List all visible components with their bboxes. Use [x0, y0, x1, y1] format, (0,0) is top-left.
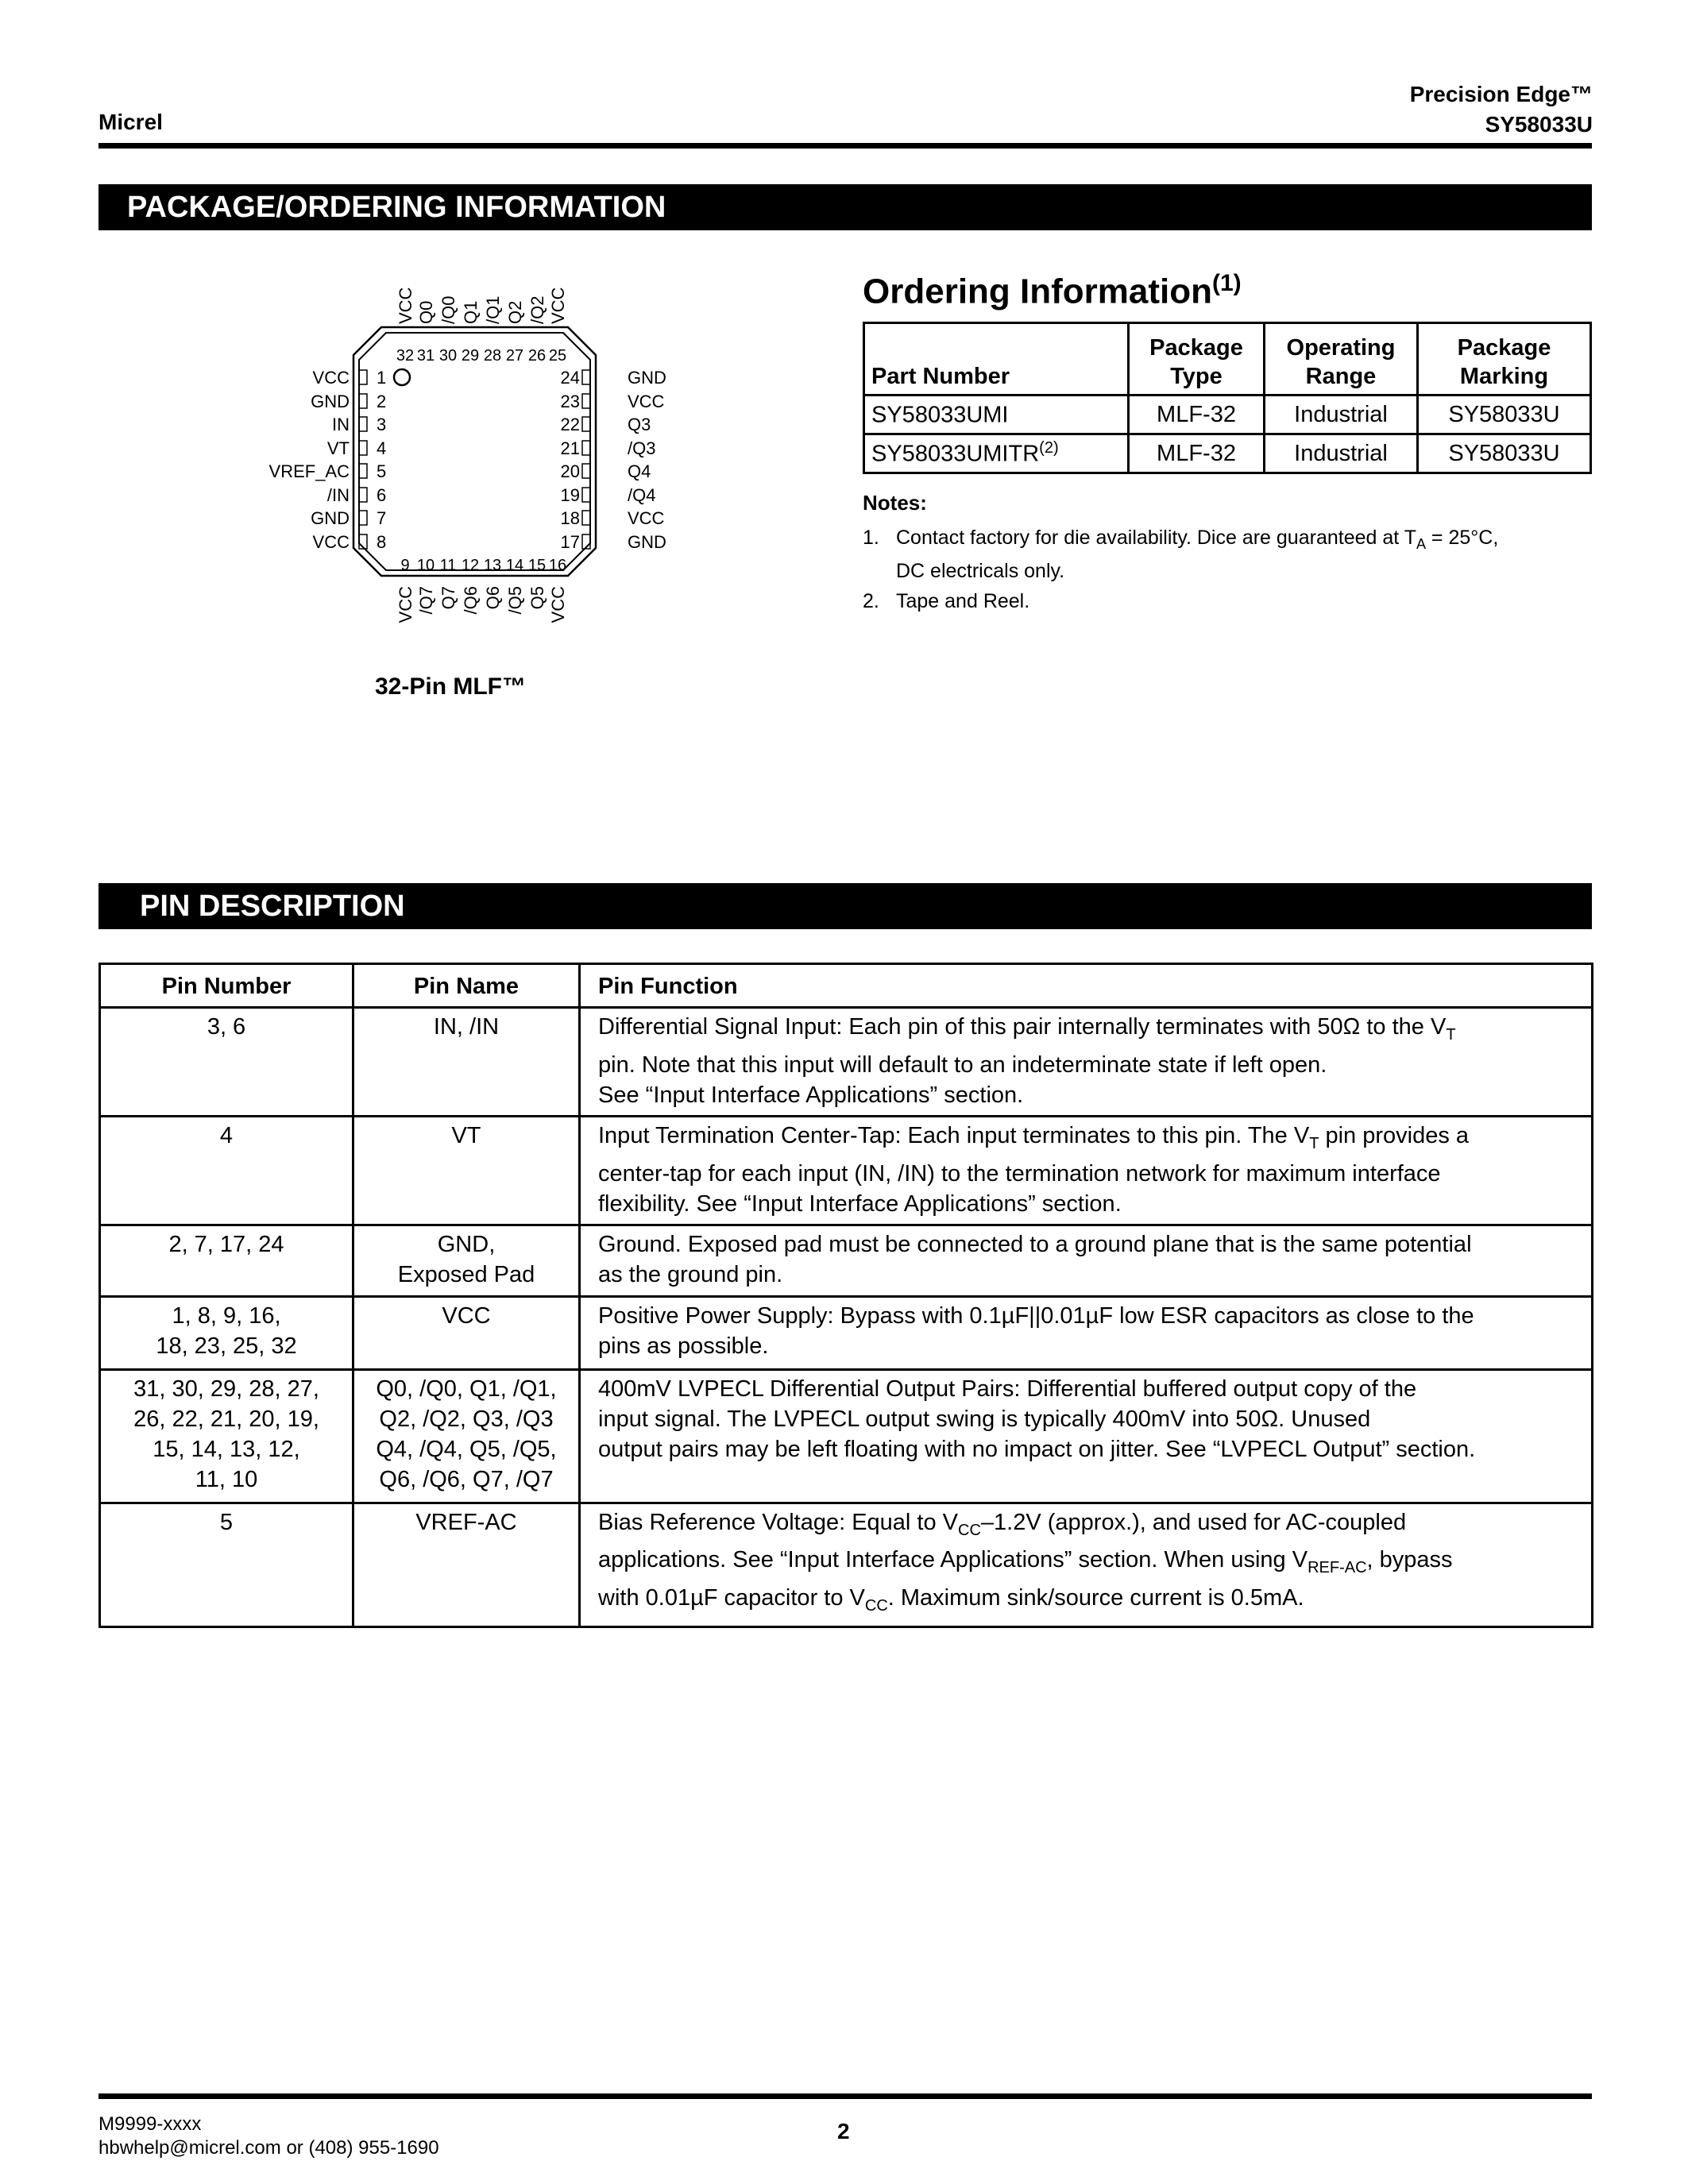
bottom-pin-label: Q6: [483, 586, 503, 610]
ordering-part-text: SY58033UMITR: [871, 441, 1040, 467]
pin-row: [100, 1225, 1593, 1296]
pin-number-cell: [100, 1225, 353, 1296]
pin-number-line: 18, 23, 25, 32: [156, 1333, 297, 1359]
bottom-pin-number: 15: [527, 557, 547, 574]
top-pin-number: 28: [483, 347, 502, 365]
top-pin-number: 29: [461, 347, 480, 365]
package-caption: 32-Pin MLF™: [375, 673, 527, 700]
right-pin-number: 17: [560, 532, 580, 552]
col-pin-number: Pin Number: [100, 964, 353, 1008]
pin-name-cell: [353, 1225, 580, 1296]
col-operating-range: [1265, 323, 1418, 396]
pin-function-cell: [580, 1225, 1593, 1296]
pin-header-row: [100, 964, 1593, 1008]
pin-number-line: 11, 10: [195, 1466, 258, 1492]
top-pin-label: Q1: [461, 300, 481, 324]
ordering-marking: SY58033U: [1418, 434, 1591, 473]
left-pin-label: GND: [311, 508, 350, 528]
col-package-type-1: Package: [1149, 335, 1243, 361]
right-pin-label: Q3: [628, 415, 651, 434]
note-item: [863, 524, 1651, 585]
pin-function-text: –1.2V (approx.), and used for AC-coupled: [980, 1509, 1407, 1535]
top-pin-label: /Q2: [527, 295, 547, 324]
pin-name-line: Q4, /Q4, Q5, /Q5,: [376, 1436, 557, 1462]
pin-row: [100, 1369, 1593, 1503]
pin-function-cell: [580, 1008, 1593, 1117]
left-pin-label: IN: [332, 415, 350, 434]
left-pin-number: 7: [377, 508, 387, 528]
col-package-marking-1: Package: [1457, 335, 1551, 361]
pin-number-line: 15, 14, 13, 12,: [153, 1436, 300, 1462]
pin-function-cell: [580, 1369, 1593, 1503]
pin-function-sub: CC: [864, 1596, 888, 1615]
pin-pad: [359, 464, 367, 478]
pin-pad: [359, 441, 367, 455]
top-pin-label: Q0: [416, 300, 436, 324]
ordering-part-text: SY58033UMI: [871, 402, 1009, 428]
col-operating-range-2: Range: [1305, 364, 1377, 389]
top-pin-label: /Q0: [438, 295, 458, 324]
pin-function-cell: [580, 1296, 1593, 1369]
pin-function-text: output pairs may be left floating with no impact on jitter. See “LVPECL Output” section.: [598, 1436, 1476, 1462]
pin-name-cell: [353, 1008, 580, 1117]
notes-title: Notes:: [863, 491, 927, 515]
top-pin-number: 26: [527, 347, 547, 365]
left-pin-numbers: [377, 368, 386, 552]
top-pin-number: 32: [396, 347, 415, 365]
pin-pad: [359, 417, 367, 431]
page-number: 2: [837, 2119, 850, 2143]
note-item: [863, 588, 1651, 615]
pin-number-line: 2, 7, 17, 24: [168, 1231, 284, 1257]
left-pin-label: /IN: [326, 485, 350, 505]
ordering-table: [863, 322, 1592, 474]
left-pin-number: 1: [377, 368, 387, 388]
right-pin-number: 22: [560, 415, 580, 434]
pin-function-text: 400mV LVPECL Differential Output Pairs: Differential buffered output copy of the: [598, 1376, 1417, 1402]
col-part-number: Part Number: [864, 323, 1129, 396]
ordering-row: [864, 396, 1591, 434]
left-pin-label: GND: [311, 392, 350, 411]
pin1-indicator-icon: [394, 369, 410, 385]
pin-number-cell: [100, 1008, 353, 1117]
col-package-type-2: Type: [1170, 364, 1223, 389]
note-text-a: Contact factory for die availability. Dice are guaranteed at T: [896, 527, 1416, 549]
pin-function-text: Bias Reference Voltage: Equal to V: [598, 1509, 959, 1535]
pin-row: [100, 1008, 1593, 1117]
ordering-type: MLF-32: [1129, 396, 1265, 434]
pin-pad: [359, 511, 367, 525]
ordering-range: Industrial: [1265, 396, 1418, 434]
pin-function-text: See “Input Interface Applications” section.: [598, 1082, 1024, 1108]
pin-function-text: input signal. The LVPECL output swing is typically 400mV into 50Ω. Unused: [598, 1406, 1371, 1432]
bottom-pin-number: 10: [416, 557, 435, 574]
pin-name-line: Q2, /Q2, Q3, /Q3: [379, 1406, 554, 1432]
ordering-header-row: [864, 323, 1591, 396]
header-rule: [98, 143, 1592, 149]
top-pin-number: 27: [505, 347, 524, 365]
left-pin-number: 2: [377, 392, 387, 411]
bottom-pin-number: 11: [439, 557, 457, 574]
pin-pad: [582, 488, 590, 502]
left-pin-number: 8: [377, 532, 387, 552]
right-pin-label: GND: [628, 532, 666, 552]
right-pin-number: 19: [560, 485, 580, 505]
pin-number-cell: [100, 1369, 353, 1503]
pin-description-banner: PIN DESCRIPTION: [98, 883, 1592, 929]
pin-row: [100, 1503, 1593, 1626]
bottom-pin-label: /Q6: [461, 586, 481, 615]
pin-function-sub: T: [1309, 1134, 1319, 1152]
bottom-pin-number: 13: [483, 557, 502, 574]
pin-name-line: IN, /IN: [433, 1014, 500, 1040]
pin-description-table: [98, 963, 1593, 1628]
pin-function-cell: [580, 1503, 1593, 1626]
ordering-title-note: (1): [1212, 270, 1242, 296]
ordering-part: [864, 434, 1129, 473]
top-pin-label: Q2: [505, 300, 525, 324]
pin-function-text: applications. See “Input Interface Applications” section. When using V: [598, 1547, 1308, 1573]
pin-function-sub: CC: [958, 1521, 981, 1539]
note-number: 1.: [863, 527, 879, 549]
pin-pad: [582, 370, 590, 384]
bottom-pin-number: 14: [505, 557, 524, 574]
pin-number-line: 4: [219, 1122, 234, 1148]
pin-name-cell: [353, 1369, 580, 1503]
pin-pad: [359, 370, 367, 384]
bottom-pin-numbers: [400, 557, 566, 574]
pin-function-text: Differential Signal Input: Each pin of this pair internally terminates with 50Ω to the V: [598, 1014, 1447, 1040]
pin-name-cell: [353, 1503, 580, 1626]
company-name: Micrel: [98, 110, 163, 134]
bottom-pin-labels: [396, 586, 568, 623]
contact-info: hbwhelp@micrel.com or (408) 955-1690: [98, 2137, 439, 2159]
pin-pad: [582, 441, 590, 455]
ordering-range: Industrial: [1265, 434, 1418, 473]
left-pin-label: VREF_AC: [268, 461, 350, 481]
col-package-marking-2: Marking: [1459, 364, 1549, 389]
pin-name-cell: [353, 1116, 580, 1225]
ordering-row: [864, 434, 1591, 473]
pin-ticks: [359, 370, 590, 549]
col-pin-function: Pin Function: [580, 964, 1593, 1008]
mlf32-pinout-diagram: [238, 270, 715, 651]
bottom-pin-label: Q7: [438, 586, 458, 610]
right-pin-label: GND: [628, 368, 666, 388]
pin-row: [100, 1296, 1593, 1369]
pin-name-line: VCC: [442, 1302, 491, 1329]
top-pin-label: VCC: [396, 287, 415, 324]
footer-left: [98, 2113, 439, 2160]
note-text-b: = 25°C,: [1425, 527, 1499, 549]
pin-name-line: VREF-AC: [415, 1509, 517, 1535]
top-pin-label: /Q1: [483, 295, 503, 324]
pin-pad: [359, 394, 367, 408]
right-pin-label: /Q4: [628, 485, 656, 505]
pin-name-cell: [353, 1296, 580, 1369]
note-text: Tape and Reel.: [896, 590, 1030, 612]
left-pin-label: VCC: [312, 532, 350, 552]
pin-function-text: Input Termination Center-Tap: Each input terminates to this pin. The V: [598, 1122, 1310, 1148]
pin-pad: [359, 488, 367, 502]
ordering-part-note: (2): [1039, 439, 1059, 457]
left-pin-label: VCC: [312, 368, 350, 388]
top-pin-number: 25: [548, 347, 567, 365]
pin-function-text: , bypass: [1366, 1547, 1453, 1573]
ordering-marking: SY58033U: [1418, 396, 1591, 434]
part-number-header: SY58033U: [1485, 112, 1593, 137]
pin-name-line: Exposed Pad: [397, 1261, 535, 1287]
top-pin-labels: [396, 287, 568, 324]
pin-function-text: center-tap for each input (IN, /IN) to the termination network for maximum interface: [598, 1160, 1441, 1187]
pin-function-text: flexibility. See “Input Interface Applications” section.: [598, 1190, 1122, 1217]
right-pin-number: 20: [560, 461, 580, 481]
col-package-marking: [1418, 323, 1591, 396]
left-pin-number: 5: [377, 461, 387, 481]
pin-pad: [582, 511, 590, 525]
col-package-type: [1129, 323, 1265, 396]
pin-function-sub: T: [1446, 1025, 1456, 1044]
note-number: 2.: [863, 590, 879, 612]
right-pin-number: 23: [560, 392, 580, 411]
ordering-type: MLF-32: [1129, 434, 1265, 473]
pin-number-cell: [100, 1503, 353, 1626]
package-outline-inner: [359, 333, 590, 570]
right-pin-label: VCC: [628, 392, 665, 411]
bottom-pin-label: Q5: [527, 586, 547, 610]
note-text-c: DC electricals only.: [896, 560, 1065, 582]
bottom-pin-number: 16: [548, 557, 567, 574]
pin-name-line: VT: [451, 1122, 481, 1148]
right-pin-labels: [628, 368, 666, 552]
pin-pad: [582, 417, 590, 431]
left-pin-labels: [269, 368, 350, 552]
right-pin-numbers: [561, 368, 580, 552]
ordering-title-text: Ordering Information: [863, 272, 1212, 311]
pin-function-sub: REF-AC: [1308, 1559, 1367, 1577]
pin-number-line: 26, 22, 21, 20, 19,: [133, 1406, 319, 1432]
pin-function-text: pin provides a: [1319, 1122, 1470, 1148]
pin-function-text: as the ground pin.: [598, 1261, 783, 1287]
pin-function-text: with 0.01µF capacitor to V: [598, 1585, 865, 1611]
pin-function-cell: [580, 1116, 1593, 1225]
header-product-block: [1410, 79, 1593, 140]
pin-function-text: Ground. Exposed pad must be connected to a ground plane that is the same potential: [598, 1231, 1472, 1257]
left-pin-number: 4: [377, 438, 387, 458]
package-ordering-banner: PACKAGE/ORDERING INFORMATION: [98, 184, 1592, 230]
bottom-pin-label: /Q7: [416, 586, 436, 615]
pin-number-line: 3, 6: [207, 1014, 246, 1040]
right-pin-label: /Q3: [628, 438, 656, 458]
pin-row: [100, 1116, 1593, 1225]
left-pin-number: 3: [377, 415, 387, 434]
footer-rule: [98, 2093, 1592, 2099]
bottom-pin-label: VCC: [396, 586, 415, 623]
right-pin-number: 24: [560, 368, 580, 388]
right-pin-number: 18: [560, 508, 580, 528]
ordering-part: [864, 396, 1129, 434]
right-pin-label: Q4: [628, 461, 651, 481]
pin-function-text: pins as possible.: [598, 1333, 769, 1359]
top-pin-number: 31: [416, 347, 435, 365]
pin-function-text: . Maximum sink/source current is 0.5mA.: [887, 1585, 1304, 1611]
left-pin-label: VT: [326, 438, 350, 458]
pin-name-line: Q6, /Q6, Q7, /Q7: [379, 1466, 554, 1492]
note-sub: A: [1416, 536, 1426, 552]
pin-function-text: Positive Power Supply: Bypass with 0.1µF||0.01µF low ESR capacitors as close to the: [598, 1302, 1474, 1329]
col-pin-name: Pin Name: [353, 964, 580, 1008]
top-pin-numbers: [396, 347, 566, 365]
pin-number-line: 31, 30, 29, 28, 27,: [133, 1376, 319, 1402]
pin-number-line: 5: [219, 1509, 234, 1535]
top-pin-number: 30: [438, 347, 458, 365]
pin-function-text: pin. Note that this input will default to an indeterminate state if left open.: [598, 1051, 1327, 1078]
pin-number-line: 1, 8, 9, 16,: [172, 1302, 281, 1329]
pin-number-cell: [100, 1296, 353, 1369]
product-line: Precision Edge™: [1409, 82, 1593, 106]
doc-number: M9999-xxxx: [98, 2113, 202, 2135]
pin-name-line: Q0, /Q0, Q1, /Q1,: [376, 1376, 557, 1402]
top-pin-label: VCC: [548, 287, 568, 324]
pin-pad: [582, 464, 590, 478]
note-text: [896, 524, 1651, 585]
bottom-pin-label: /Q5: [505, 586, 525, 615]
pin-name-line: GND,: [437, 1231, 496, 1257]
pin-pad: [582, 394, 590, 408]
right-pin-number: 21: [560, 438, 580, 458]
bottom-pin-number: 12: [461, 557, 480, 574]
col-operating-range-1: Operating: [1286, 335, 1396, 361]
bottom-pin-number: 9: [400, 557, 410, 574]
bottom-pin-label: VCC: [548, 586, 568, 623]
ordering-title: [863, 270, 1242, 312]
pin-number-cell: [100, 1116, 353, 1225]
right-pin-label: VCC: [628, 508, 665, 528]
left-pin-number: 6: [377, 485, 387, 505]
